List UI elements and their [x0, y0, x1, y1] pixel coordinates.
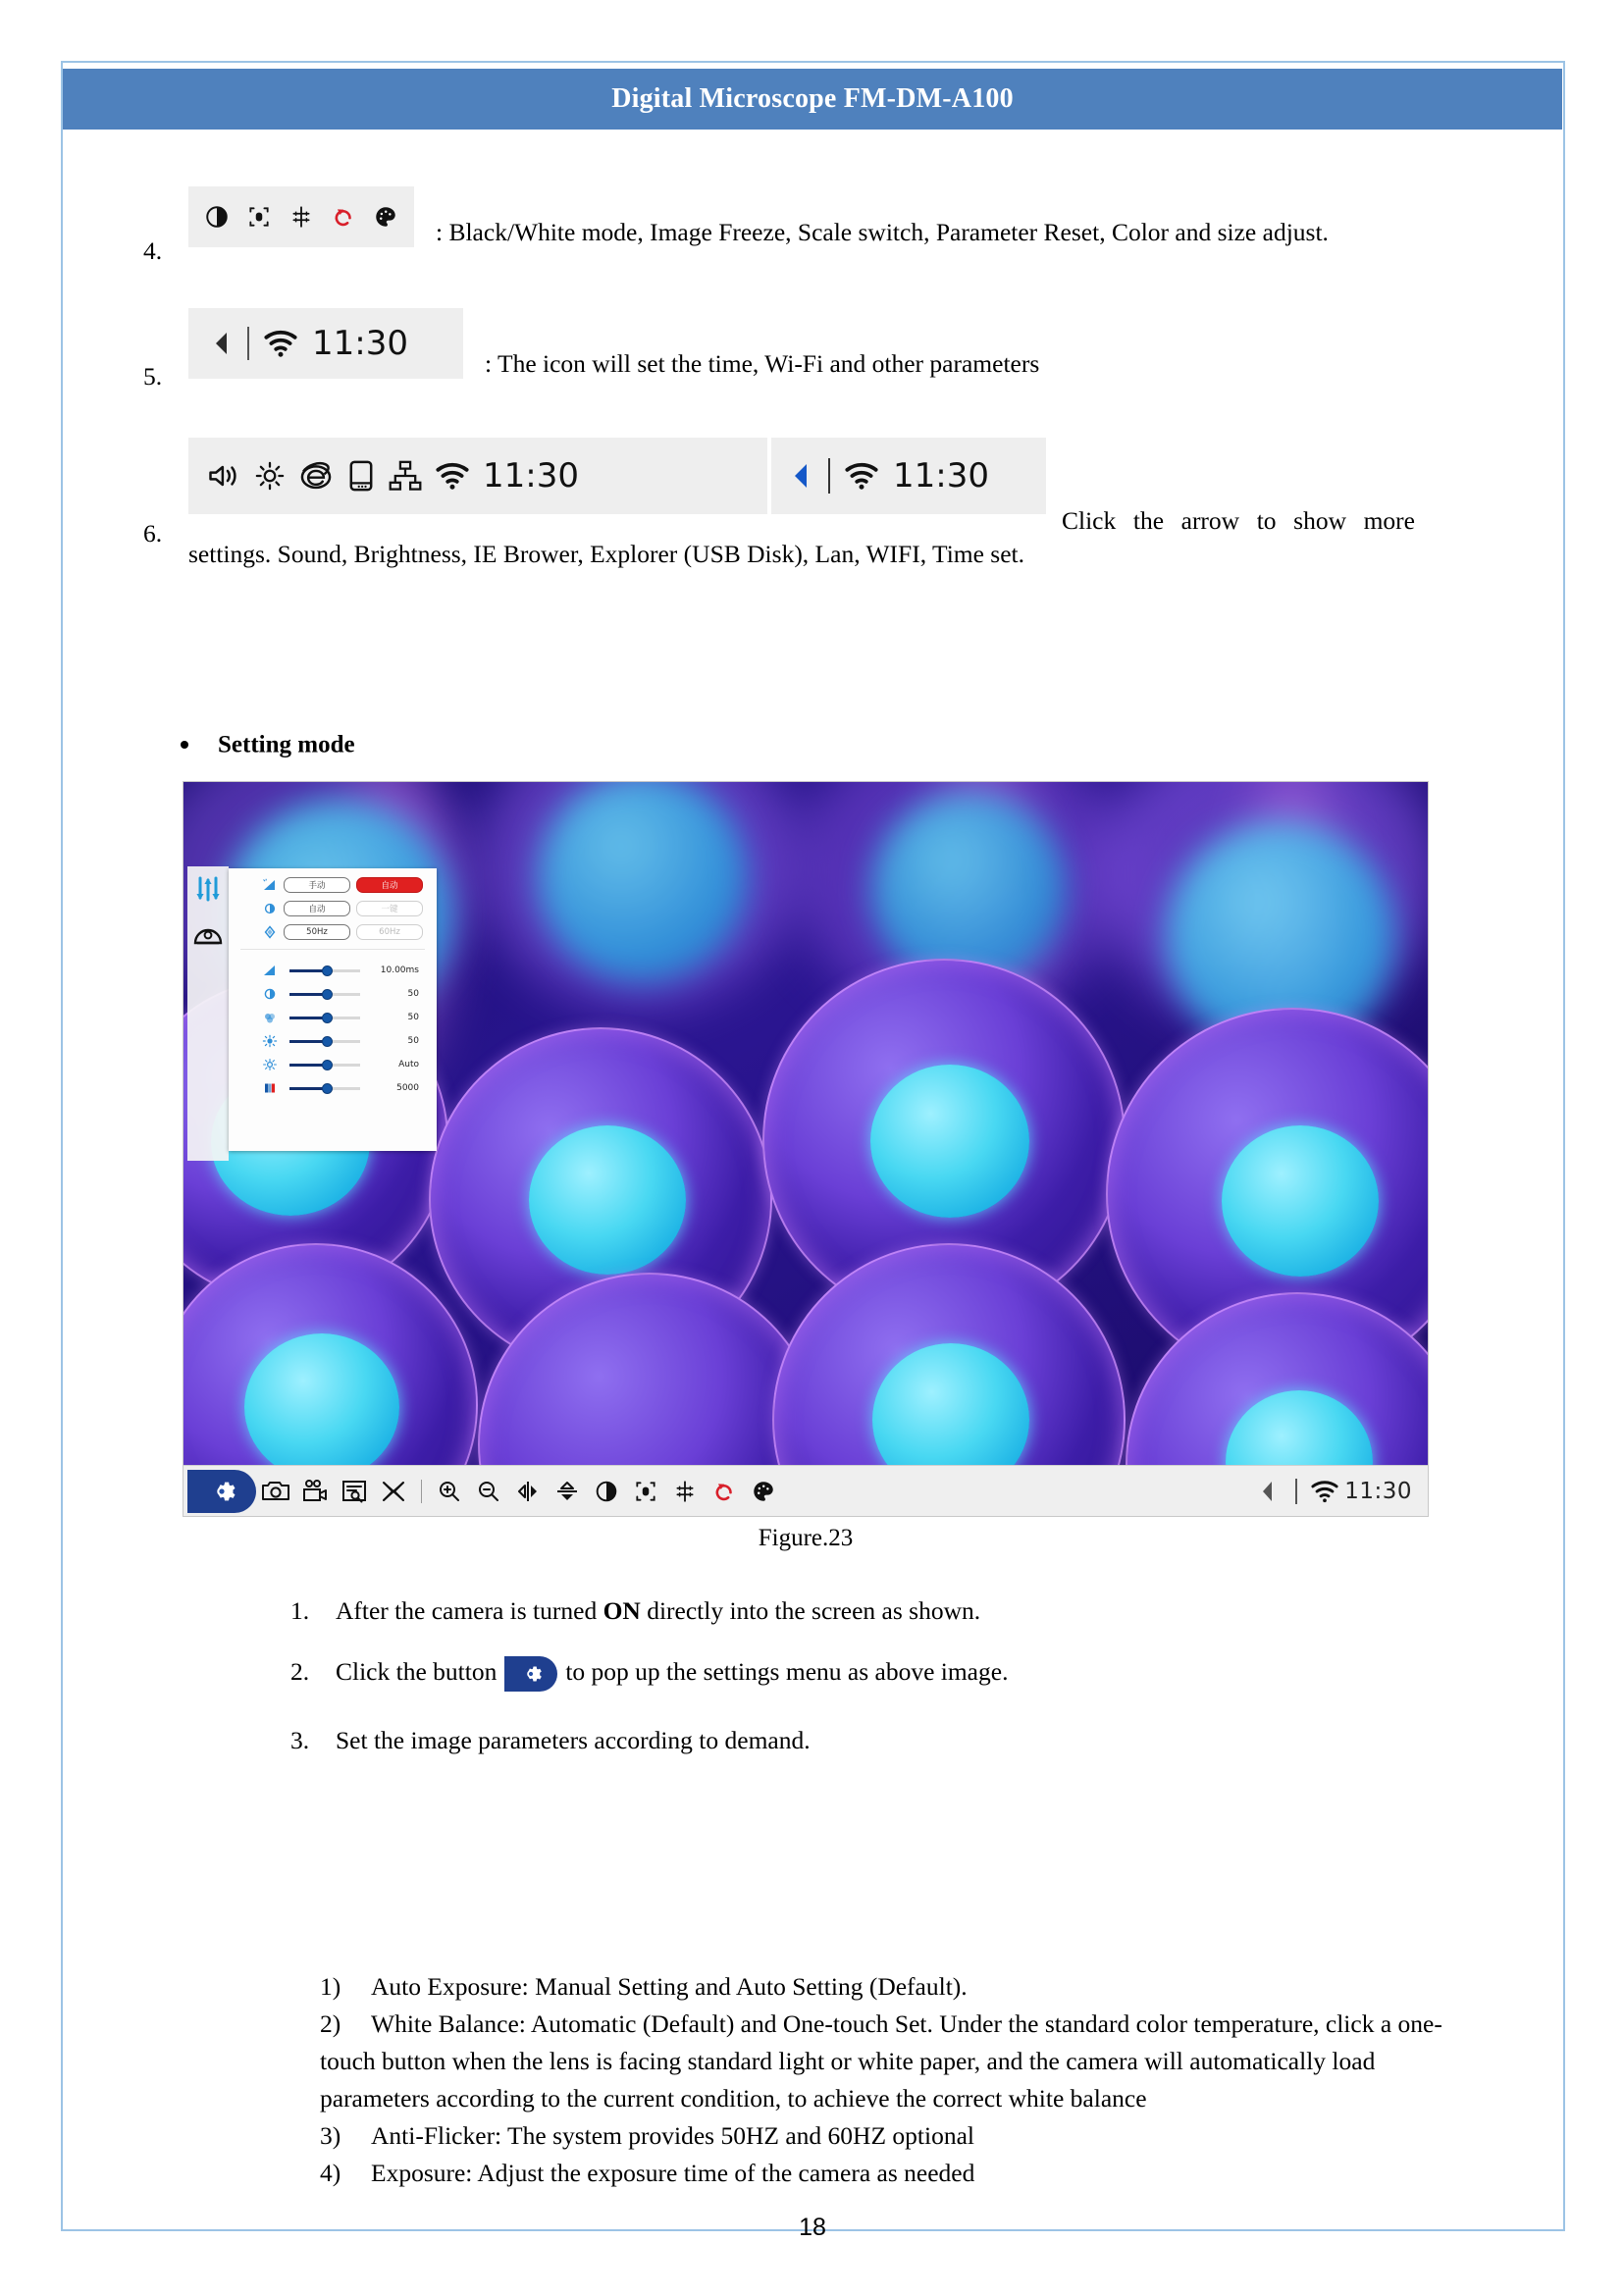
cell-nucleus [529, 1125, 686, 1275]
step-6-time: 11:30 [483, 455, 579, 496]
brightness-icon [260, 1033, 280, 1049]
brightness-icon [254, 460, 286, 492]
contrast-icon [204, 204, 230, 230]
settings-row-white-balance[interactable] [233, 898, 433, 918]
white-balance-icon [260, 901, 280, 916]
step-6-icon-group [188, 438, 767, 514]
slider-row-contrast[interactable] [233, 982, 433, 1006]
page-content [63, 131, 1562, 2241]
figure-caption: Figure.23 [758, 1525, 854, 1551]
left-arrow-icon [789, 460, 814, 492]
lan-icon [389, 460, 422, 492]
instructions-list [290, 1593, 1468, 1784]
step-6-text: Click the arrow to show more settings. Sound, Brightness, IE Brower, Explorer (USB Disk), Lan, WIFI, Time set. [188, 506, 1415, 568]
instruction-item-1 [290, 1593, 1468, 1629]
usb-disk-icon [346, 459, 376, 493]
protractor-icon[interactable] [187, 912, 229, 957]
instruction-3-marker: 3. [290, 1726, 310, 1755]
exposure-slider[interactable] [289, 969, 360, 972]
sub-instruction-3-text: Anti-Flicker: The system provides 50HZ and 60HZ optional [371, 2121, 974, 2150]
toolbar-divider [421, 1480, 422, 1503]
measure-icon[interactable] [374, 1470, 413, 1513]
page-title: Digital Microscope FM-DM-A100 [611, 83, 1014, 114]
auto-exposure-manual-button[interactable]: 手动 [284, 877, 350, 893]
cell-nucleus [870, 1065, 1029, 1218]
sub-instruction-item-3 [320, 2117, 1478, 2155]
slider-row-gamma[interactable] [233, 1053, 433, 1076]
instruction-2-post: to pop up the settings menu as above image. [565, 1657, 1009, 1686]
sub-instruction-2-marker: 2) [320, 2009, 341, 2038]
figure-left-rail [187, 866, 229, 1161]
saturation-value: 50 [407, 1013, 419, 1022]
instruction-item-2 [290, 1654, 1468, 1694]
sub-instruction-item-4 [320, 2155, 1478, 2192]
sub-instruction-3-marker: 3) [320, 2121, 341, 2150]
brightness-value: 50 [407, 1036, 419, 1046]
step-5-time: 11:30 [312, 323, 408, 363]
slider-row-color-temp[interactable] [233, 1076, 433, 1100]
step-4-text: : Black/White mode, Image Freeze, Scale switch, Parameter Reset, Color and size adjust. [436, 218, 1329, 246]
camera-icon[interactable] [256, 1470, 295, 1513]
slider-row-brightness[interactable] [233, 1029, 433, 1053]
image-freeze-icon [246, 204, 272, 230]
step-5-text: : The icon will set the time, Wi-Fi and other parameters [485, 349, 1040, 378]
tray-divider [1295, 1479, 1297, 1504]
sliders-icon[interactable] [187, 866, 229, 912]
sub-instruction-item-2 [320, 2006, 1478, 2117]
anti-flicker-60hz-button[interactable]: 60Hz [356, 924, 423, 940]
anti-flicker-50hz-button[interactable]: 50Hz [284, 924, 350, 940]
step-6-tray-group [771, 438, 1046, 514]
flip-horizontal-icon[interactable] [508, 1470, 548, 1513]
sub-instruction-4-text: Exposure: Adjust the exposure time of the camera as needed [371, 2159, 975, 2187]
instruction-1-marker: 1. [290, 1596, 310, 1625]
instruction-2-marker: 2. [290, 1657, 310, 1686]
settings-gear-icon[interactable] [502, 1654, 559, 1694]
gamma-icon [260, 1057, 280, 1072]
white-balance-auto-button[interactable]: 自动 [284, 901, 350, 916]
saturation-slider[interactable] [289, 1017, 360, 1019]
gamma-value: Auto [398, 1060, 419, 1069]
tray-divider [247, 327, 249, 360]
instruction-3-text: Set the image parameters according to demand. [336, 1726, 811, 1755]
cell-nucleus [1222, 1125, 1379, 1277]
instruction-item-3 [290, 1723, 1468, 1758]
camera-settings-panel[interactable] [229, 868, 437, 1151]
contrast-icon [260, 986, 280, 1002]
out-of-focus-cell [537, 781, 748, 983]
auto-exposure-auto-button[interactable]: 自动 [356, 877, 423, 893]
sub-instruction-1-text: Auto Exposure: Manual Setting and Auto Setting (Default). [371, 1972, 968, 2001]
exposure-icon [260, 963, 280, 978]
settings-gear-button[interactable] [187, 1470, 256, 1513]
wifi-icon[interactable] [1305, 1470, 1344, 1513]
settings-divider [240, 949, 425, 950]
color-temp-slider[interactable] [289, 1087, 360, 1090]
wifi-icon [844, 460, 879, 492]
settings-row-auto-exposure[interactable] [233, 874, 433, 895]
color-temp-value: 5000 [396, 1083, 419, 1093]
step-6-time-2: 11:30 [893, 455, 989, 496]
contrast-value: 50 [407, 989, 419, 999]
exposure-icon [260, 877, 280, 893]
cell-nucleus [244, 1333, 399, 1481]
sub-instruction-4-marker: 4) [320, 2159, 341, 2187]
scale-switch-icon [288, 204, 314, 230]
page-number: 18 [799, 2214, 826, 2241]
brightness-slider[interactable] [289, 1040, 360, 1043]
color-palette-icon [373, 204, 398, 230]
figure-bottom-toolbar [183, 1465, 1428, 1516]
parameter-reset-icon [331, 204, 356, 230]
image-freeze-icon[interactable] [626, 1470, 665, 1513]
instruction-2-pre: Click the button [336, 1657, 498, 1686]
zoom-out-icon[interactable] [469, 1470, 508, 1513]
video-icon[interactable] [295, 1470, 335, 1513]
instruction-1-text [336, 1596, 980, 1625]
slider-row-exposure[interactable] [233, 959, 433, 982]
instruction-1-bold: ON [602, 1596, 641, 1625]
color-palette-icon[interactable] [744, 1470, 783, 1513]
left-arrow-icon[interactable] [1248, 1470, 1287, 1513]
instruction-1-pre: After the camera is turned [336, 1596, 603, 1625]
step-5-number: 5. [143, 362, 163, 391]
sub-instruction-1-marker: 1) [320, 1972, 341, 2001]
contrast-icon[interactable] [587, 1470, 626, 1513]
step-6-number: 6. [143, 519, 163, 548]
step-5-icon-group [188, 308, 463, 379]
gamma-slider[interactable] [289, 1064, 360, 1067]
step-4-number: 4. [143, 236, 163, 265]
bullet-dot-icon [181, 741, 188, 749]
white-balance-one-touch-button[interactable]: 一键 [356, 901, 423, 916]
tray-divider [828, 458, 830, 494]
settings-row-anti-flicker[interactable] [233, 921, 433, 942]
speaker-icon [206, 460, 241, 492]
exposure-value: 10.00ms [380, 965, 419, 975]
step-4-icon-group [188, 186, 414, 247]
zoom-in-icon[interactable] [430, 1470, 469, 1513]
out-of-focus-cell [870, 792, 1067, 988]
wifi-icon [263, 328, 298, 359]
contrast-slider[interactable] [289, 993, 360, 996]
sub-instruction-2-text: White Balance: Automatic (Default) and One-touch Set. Under the standard color temperature, click a one-touch button when the lens is facing standard light or white paper, and the camera will automatically load parameters according to the current condition, to achieve the correct white balance [320, 2009, 1442, 2112]
instruction-1-post: directly into the screen as shown. [640, 1596, 981, 1625]
left-arrow-icon [210, 329, 234, 358]
color-temp-icon [260, 1080, 280, 1096]
figure-23-image [183, 781, 1429, 1517]
sub-instructions-list [320, 1968, 1478, 2192]
parameter-reset-icon[interactable] [705, 1470, 744, 1513]
file-browse-icon[interactable] [335, 1470, 374, 1513]
flip-vertical-icon[interactable] [548, 1470, 587, 1513]
wifi-icon [435, 460, 470, 492]
setting-mode-label: Setting mode [218, 731, 355, 758]
scale-switch-icon[interactable] [665, 1470, 705, 1513]
ie-browser-icon [298, 460, 334, 492]
figure-clock[interactable]: 11:30 [1344, 1478, 1412, 1504]
sub-instruction-item-1 [320, 1968, 1478, 2006]
saturation-icon [260, 1010, 280, 1025]
instruction-2-text [336, 1657, 1008, 1686]
slider-row-saturation[interactable] [233, 1006, 433, 1029]
microscope-view [183, 782, 1428, 1516]
document-header [63, 69, 1562, 130]
setting-mode-heading [181, 730, 355, 758]
anti-flicker-icon [260, 924, 280, 940]
